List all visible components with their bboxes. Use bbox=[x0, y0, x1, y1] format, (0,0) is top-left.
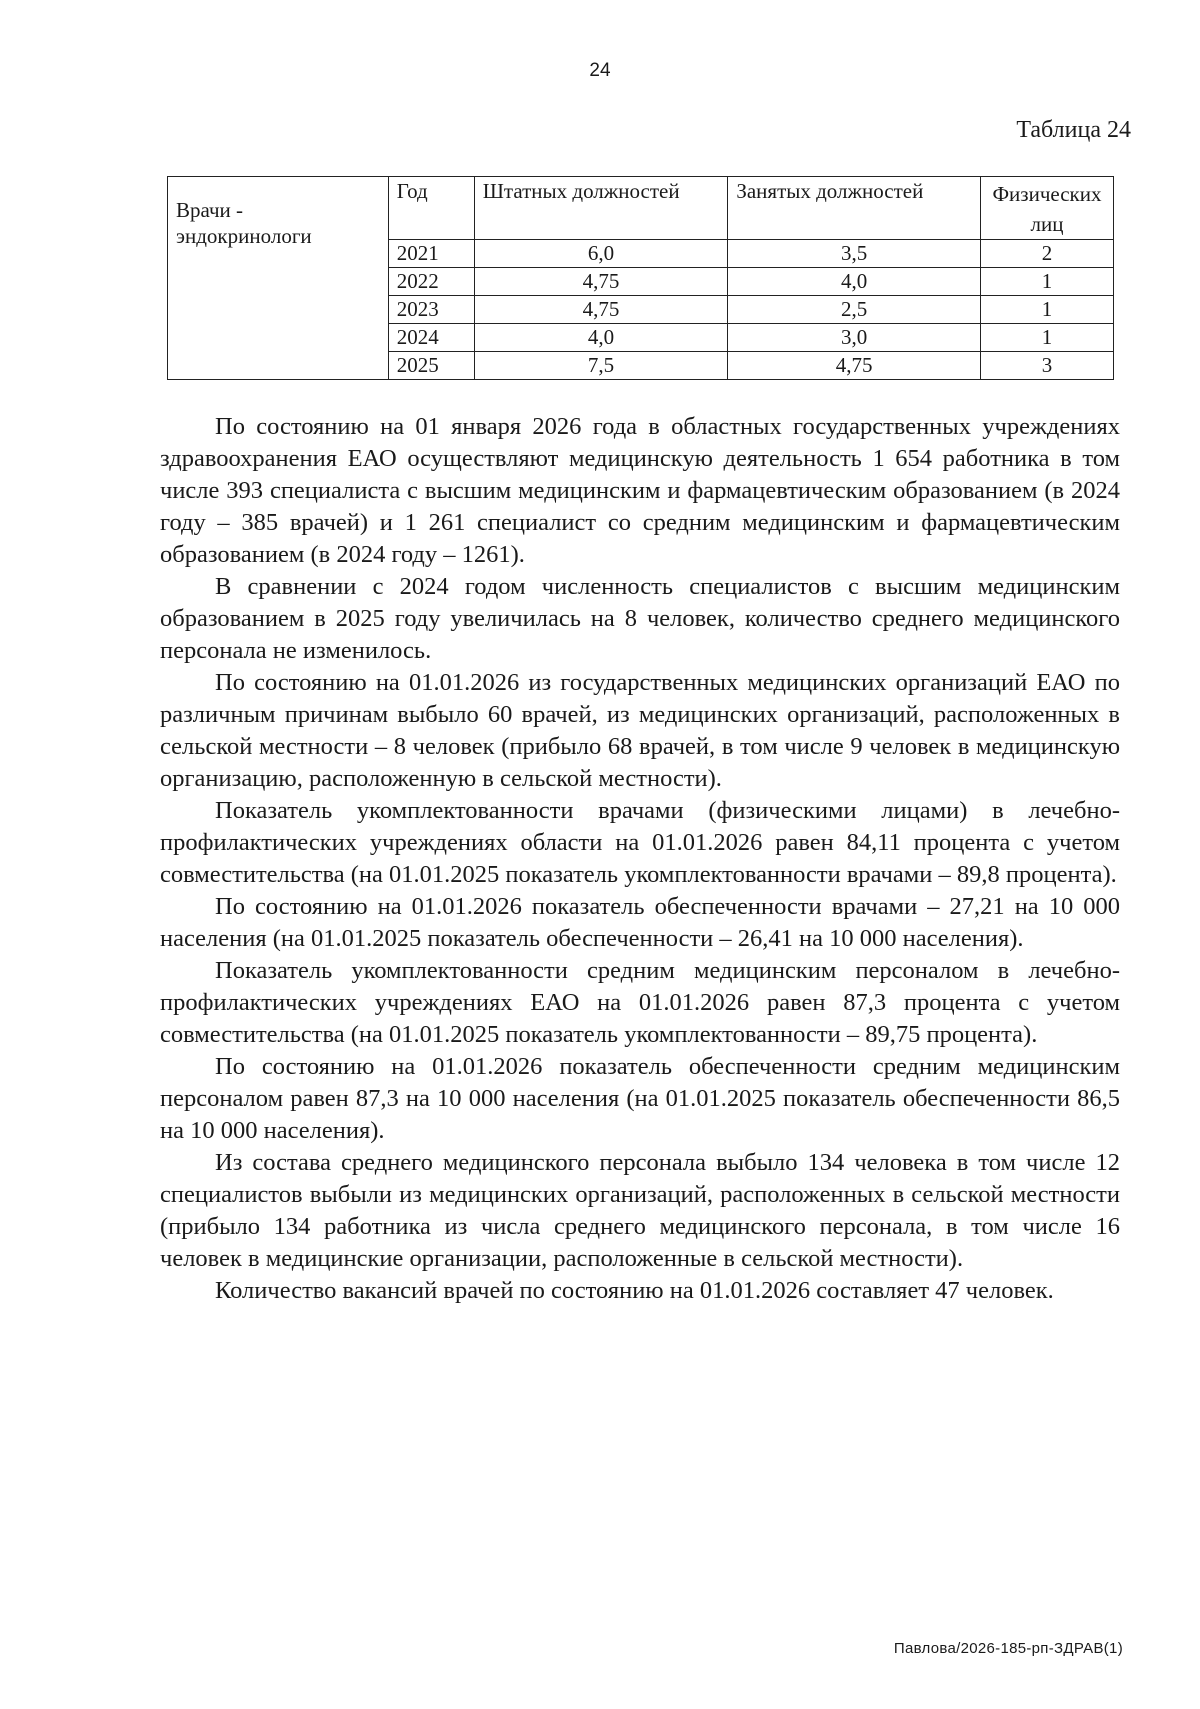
physical-cell: 3 bbox=[980, 352, 1113, 380]
occupied-cell: 3,0 bbox=[728, 324, 981, 352]
paragraph: По состоянию на 01.01.2026 из государственных медицинских организаций ЕАО по различным причинам выбыло 60 врачей, из медицинских организаций, расположенных в сельской местности – 8 человек (прибыло 68 врачей, в том числе 9 человек в медицинскую организацию, расположенную в сельской местности). bbox=[160, 669, 1120, 792]
paragraph: По состоянию на 01.01.2026 показатель обеспеченности средним медицинским персоналом равен 87,3 на 10 000 населения (на 01.01.2025 показатель обеспеченности 86,5 на 10 000 населения). bbox=[160, 1053, 1120, 1144]
paragraph: В сравнении с 2024 годом численность специалистов с высшим медицинским образованием в 2025 году увеличилась на 8 человек, количество среднего медицинского персонала не изменилось. bbox=[160, 573, 1120, 664]
physical-cell: 2 bbox=[980, 240, 1113, 268]
specialty-cell: Врачи - эндокринологи bbox=[168, 177, 389, 380]
paragraph: Показатель укомплектованности средним медицинским персоналом в лечебно-профилактических учреждениях ЕАО на 01.01.2026 равен 87,3 процента с учетом совместительства (на 01.01.2025 показатель укомплектованности – 89,75 процента). bbox=[160, 957, 1120, 1048]
year-cell: 2024 bbox=[388, 324, 474, 352]
year-cell: 2023 bbox=[388, 296, 474, 324]
paragraph: По состоянию на 01 января 2026 года в областных государственных учреждениях здравоохранения ЕАО осуществляют медицинскую деятельность 1 654 работника в том числе 393 специалиста с высшим медицинским и фармацевтическим образованием (в 2024 году – 385 врачей) и 1 261 специалист со средним медицинским и фармацевтическим образованием (в 2024 году – 1261). bbox=[160, 413, 1120, 568]
staff-cell: 4,0 bbox=[474, 324, 728, 352]
staff-positions-header: Штатных должностей bbox=[474, 177, 728, 240]
staff-cell: 4,75 bbox=[474, 296, 728, 324]
table-header-row bbox=[168, 177, 1114, 240]
paragraph: Показатель укомплектованности врачами (физическими лицами) в лечебно-профилактических учреждениях области на 01.01.2026 равен 84,11 процента с учетом совместительства (на 01.01.2025 показатель укомплектованности врачами – 89,8 процента). bbox=[160, 797, 1120, 888]
occupied-cell: 4,0 bbox=[728, 268, 981, 296]
paragraph: Количество вакансий врачей по состоянию на 01.01.2026 составляет 47 человек. bbox=[215, 1277, 1054, 1304]
staff-cell: 6,0 bbox=[474, 240, 728, 268]
occupied-cell: 4,75 bbox=[728, 352, 981, 380]
staff-cell: 4,75 bbox=[474, 268, 728, 296]
document-reference: Павлова/2026-185-рп-ЗДРАВ(1) bbox=[893, 1640, 1123, 1657]
table-caption: Таблица 24 bbox=[1016, 117, 1131, 143]
physical-cell: 1 bbox=[980, 268, 1113, 296]
physical-cell: 1 bbox=[980, 324, 1113, 352]
staff-cell: 7,5 bbox=[474, 352, 728, 380]
occupied-cell: 2,5 bbox=[728, 296, 981, 324]
paragraph: По состоянию на 01.01.2026 показатель обеспеченности врачами – 27,21 на 10 000 населения (на 01.01.2025 показатель обеспеченности – 26,41 на 10 000 населения). bbox=[160, 893, 1120, 952]
page-number: 24 bbox=[589, 60, 611, 81]
year-cell: 2025 bbox=[388, 352, 474, 380]
year-cell: 2022 bbox=[388, 268, 474, 296]
document-body bbox=[160, 411, 1120, 1307]
paragraph: Из состава среднего медицинского персонала выбыло 134 человека в том числе 12 специалистов выбыли из медицинских организаций, расположенных в сельской местности (прибыло 134 работника из числа среднего медицинского персонала, в том числе 16 человек в медицинские организации, расположенные в сельской местности). bbox=[160, 1149, 1120, 1272]
occupied-positions-header: Занятых должностей bbox=[728, 177, 981, 240]
staff-table bbox=[167, 176, 1114, 380]
year-header: Год bbox=[388, 177, 474, 240]
physical-persons-header: Физических лиц bbox=[980, 177, 1113, 240]
occupied-cell: 3,5 bbox=[728, 240, 981, 268]
physical-cell: 1 bbox=[980, 296, 1113, 324]
year-cell: 2021 bbox=[388, 240, 474, 268]
